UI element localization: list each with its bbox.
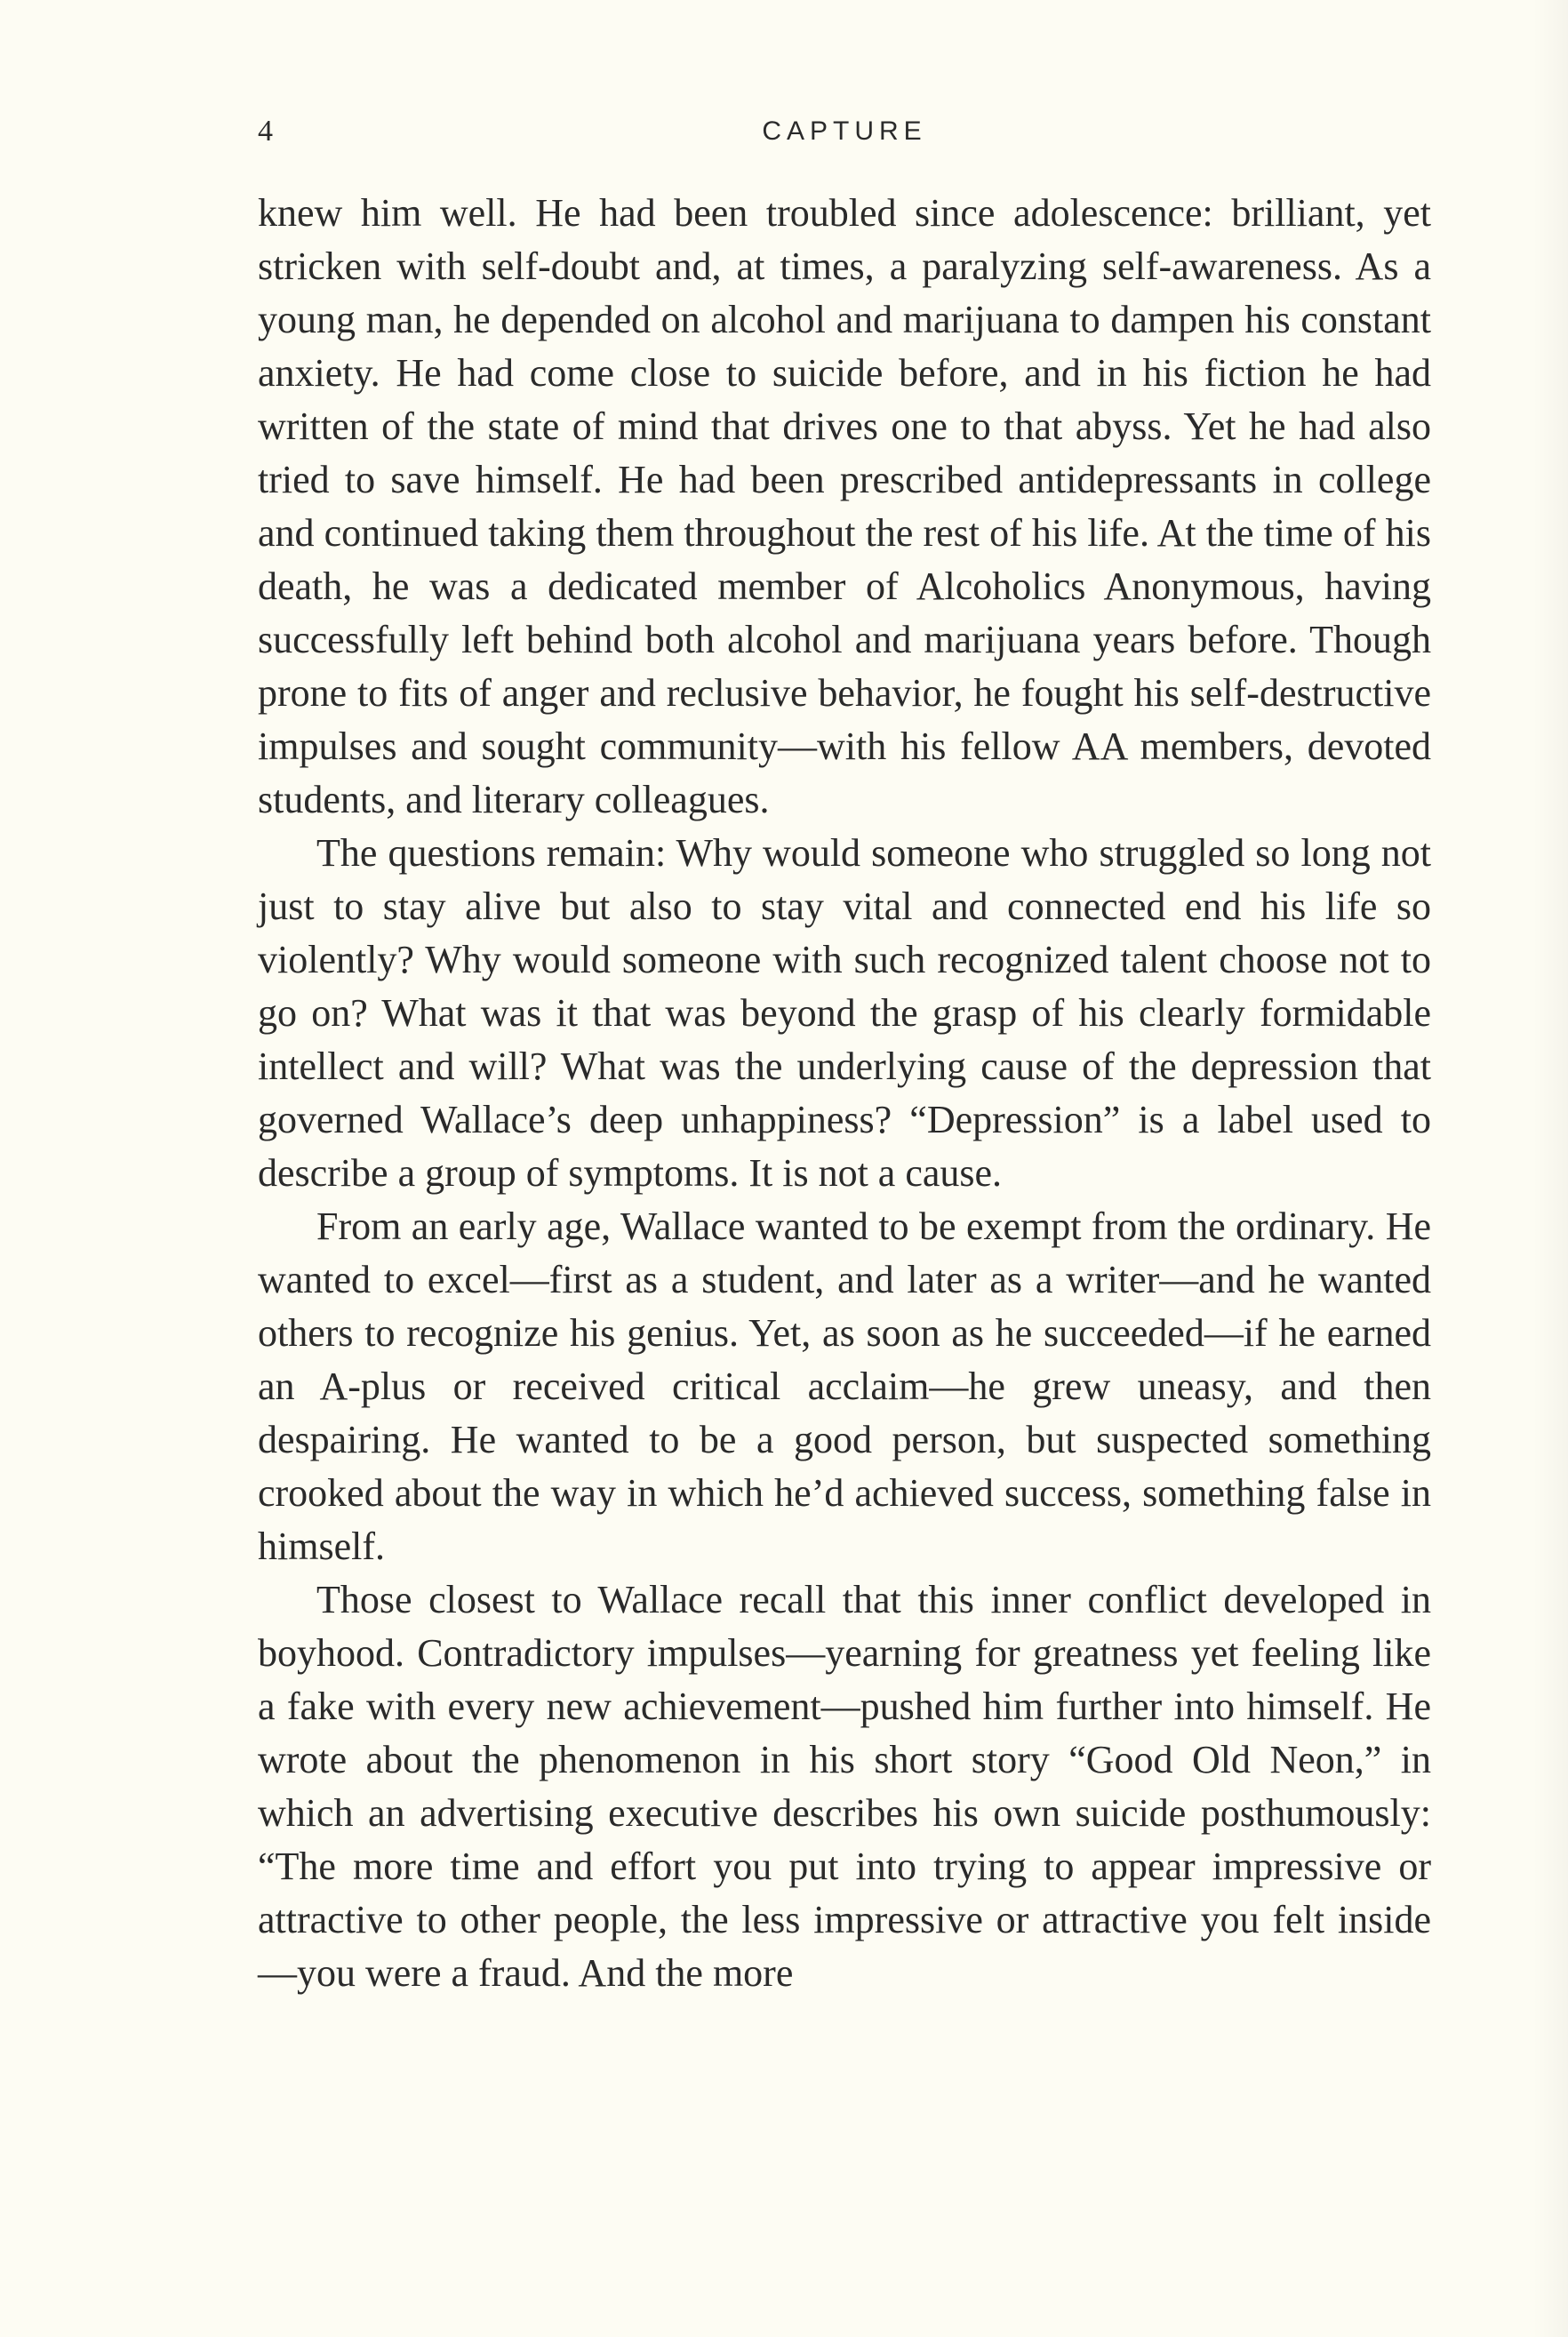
- paragraph: The questions remain: Why would someone who struggled so long not just to stay alive but also to stay vital and connected end his life so violently? Why would someone with such recognized talent choose not to go on? What was it that was beyond the grasp of his clearly formidable intellect and will? What was the underlying cause of the depression that governed Wallace’s deep unhappiness? “Depression” is a label used to describe a group of symptoms. It is not a cause.: [258, 831, 1431, 1195]
- paragraph: Those closest to Wallace recall that this inner conflict developed in boyhood. Contradictory impulses—yearning for greatness yet feeling like a fake with every new achievement—pushed him further into himself. He wrote about the phenomenon in his short story “Good Old Neon,” in which an advertising executive describes his own suicide posthumously: “The more time and effort you put into trying to appear impressive or attractive to other people, the less impressive or attractive you felt inside—you were a fraud. And the more: [258, 1578, 1431, 1995]
- paragraph: From an early age, Wallace wanted to be exempt from the ordinary. He wanted to excel—first as a student, and later as a writer—and he wanted others to recognize his genius. Yet, as soon as he succeeded—if he earned an A-plus or received critical acclaim—he grew uneasy, and then despairing. He wanted to be a good person, but suspected something crooked about the way in which he’d achieved success, something false in himself.: [258, 1205, 1431, 1568]
- body-text: [258, 187, 1431, 2000]
- paragraph-continuation: knew him well. He had been troubled since adolescence: brilliant, yet stricken with self-doubt and, at times, a paralyzing self-awareness. As a young man, he depended on alcohol and marijuana to dampen his constant anxiety. He had come close to suicide before, and in his fiction he had written of the state of mind that drives one to that abyss. Yet he had also tried to save himself. He had been prescribed antidepressants in college and continued taking them throughout the rest of his life. At the time of his death, he was a dedicated member of Alcoholics Anonymous, having successfully left behind both alcohol and marijuana years before. Though prone to fits of anger and reclusive behavior, he fought his self-destructive impulses and sought community—with his fellow AA members, devoted students, and literary colleagues.: [258, 191, 1431, 821]
- running-title: CAPTURE: [762, 116, 927, 146]
- page-number: 4: [258, 115, 273, 148]
- running-head: [258, 110, 1431, 153]
